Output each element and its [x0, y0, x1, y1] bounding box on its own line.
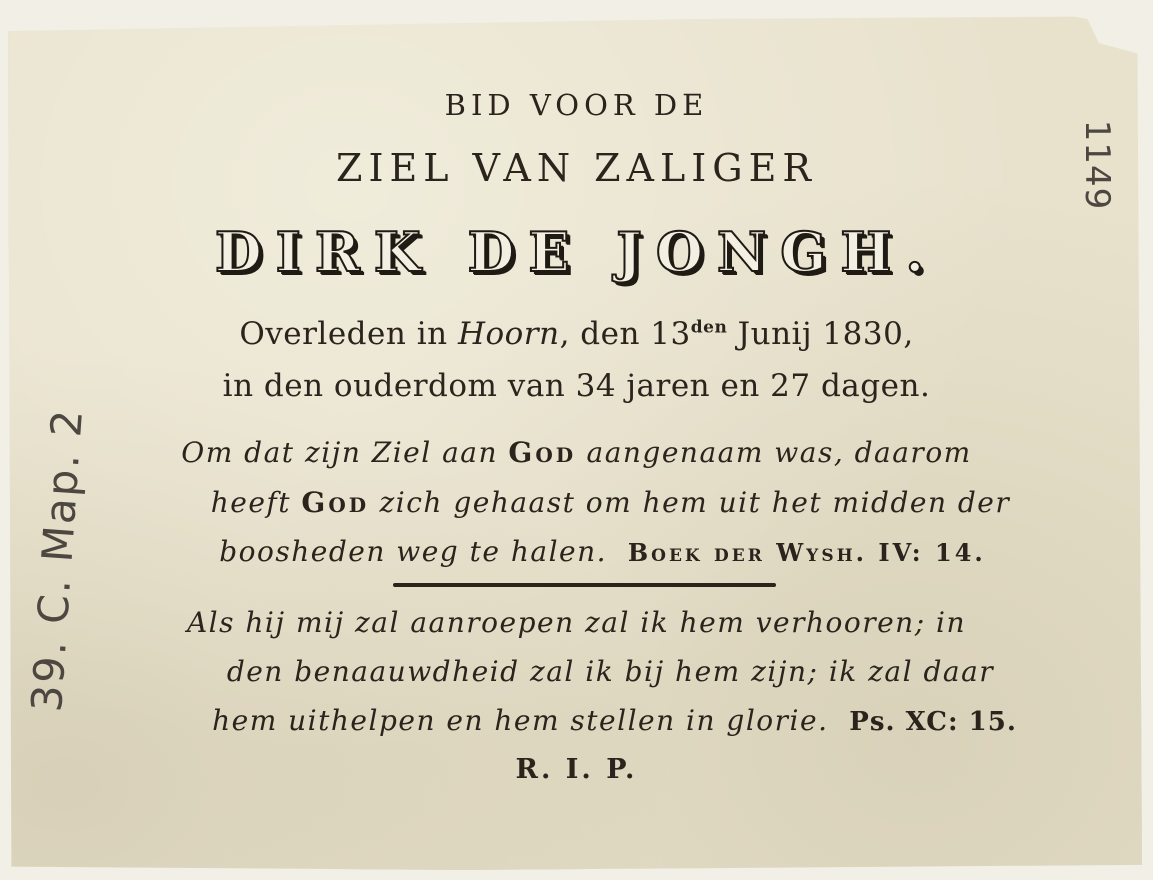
verse-1-line-1-a: Om dat zijn Ziel aan: [181, 436, 509, 469]
verse-2-line-2: den benaauwdheid zal ik bij hem zijn; ik zal daar: [226, 655, 995, 688]
verse-1-line-1: [0, 436, 1153, 469]
heading-bid-voor-de: BID VOOR DE: [444, 88, 709, 122]
handwritten-catalog-note: 39. C. Map. 2: [21, 406, 93, 714]
divider-rule: [393, 583, 776, 587]
verse-1-line-2-a: heeft: [210, 486, 302, 519]
verse-1-line-2-b: zich gehaast om hem uit het midden der: [369, 486, 1011, 519]
death-line-prefix: Overleden in: [239, 316, 458, 352]
verse-1-line-2: [34, 486, 1153, 519]
death-place: Hoorn: [457, 316, 560, 352]
verse-1-reference: Boek der Wysh. IV: 14.: [627, 538, 986, 567]
day-superscript: den: [690, 317, 728, 338]
age-line: in den ouderdom van 34 jaren en 27 dagen.: [222, 368, 931, 404]
handwritten-number: 1149: [1077, 119, 1117, 211]
deceased-name: DIRK DE JONGH.: [214, 220, 939, 284]
verse-2-reference: Ps. XC: 15.: [849, 707, 1017, 737]
verse-1-line-3: [26, 535, 1153, 568]
closing-rip: R. I. P.: [515, 754, 638, 785]
verse-1-god-1: God: [508, 436, 577, 469]
verse-1-line-3-a: boosheden weg te halen.: [219, 535, 608, 568]
death-line-suffix: Junij 1830,: [727, 316, 914, 352]
verse-2-line-3: [38, 704, 1153, 737]
verse-1-line-1-b: aangenaam was, daarom: [576, 436, 972, 469]
death-line-middle: , den 13: [559, 316, 691, 352]
verse-2-line-1: Als hij mij zal aanroepen zal ik hem verhooren; in: [186, 606, 967, 639]
verse-1-god-2: God: [301, 486, 370, 519]
death-line: [0, 316, 1153, 352]
heading-ziel-van-zaliger: ZIEL VAN ZALIGER: [336, 146, 817, 190]
verse-2-line-3-text: hem uithelpen en hem stellen in glorie.: [212, 704, 829, 737]
